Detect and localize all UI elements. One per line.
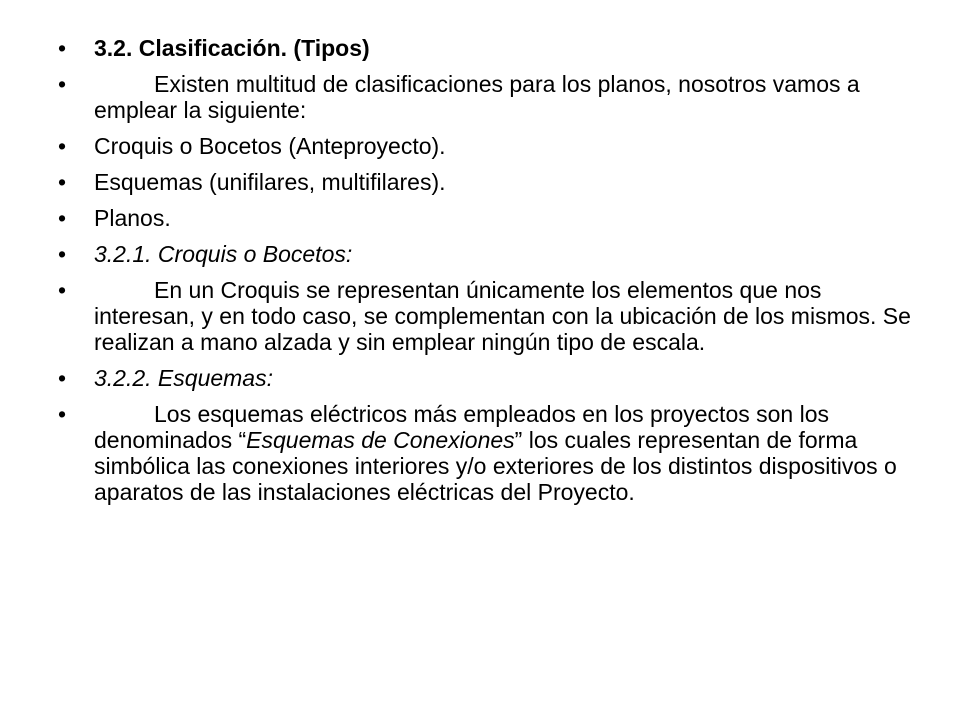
list-item bbox=[58, 71, 918, 123]
esquemas-description-start: Los esquemas eléctricos más empleados en los proyectos son los denominados “ bbox=[94, 401, 830, 453]
list-item bbox=[58, 133, 918, 159]
bullet-icon: • bbox=[58, 241, 67, 267]
bullet-icon: • bbox=[58, 365, 67, 391]
bullet-icon: • bbox=[58, 205, 67, 231]
list-item bbox=[58, 401, 918, 505]
list-item bbox=[58, 365, 918, 391]
list-item bbox=[58, 35, 918, 61]
croquis-description: En un Croquis se representan únicamente los elementos que nos interesan, y en todo caso, se complementan con la ubicación de los mismos. Se realizan a mano alzada y sin emplear ningún tipo de escala. bbox=[94, 277, 911, 355]
esquemas-description-end: ” los cuales representan de forma simbólica las conexiones interiores y/o exteriores de los distintos dispositivos o aparatos de las instalaciones eléctricas del Proyecto. bbox=[94, 427, 897, 505]
section-heading: 3.2. Clasificación. (Tipos) bbox=[94, 35, 370, 61]
planos-item: Planos. bbox=[94, 205, 171, 231]
bullet-icon: • bbox=[58, 35, 67, 61]
list-item bbox=[58, 241, 918, 267]
bullet-icon: • bbox=[58, 401, 67, 427]
bullet-icon: • bbox=[58, 133, 67, 159]
list-item bbox=[58, 169, 918, 195]
subsection-title-esquemas: 3.2.2. Esquemas: bbox=[94, 365, 273, 391]
bullet-icon: • bbox=[58, 71, 67, 97]
bullet-icon: • bbox=[58, 169, 67, 195]
esquemas-item: Esquemas (unifilares, multifilares). bbox=[94, 169, 446, 195]
croquis-item: Croquis o Bocetos (Anteproyecto). bbox=[94, 133, 446, 159]
subsection-title-croquis: 3.2.1. Croquis o Bocetos: bbox=[94, 241, 353, 267]
bullet-icon: • bbox=[58, 277, 67, 303]
list-item bbox=[58, 277, 918, 355]
intro-text: Existen multitud de clasificaciones para los planos, nosotros vamos a emplear la siguiente: bbox=[94, 71, 860, 123]
bullet-list bbox=[58, 35, 918, 515]
list-item bbox=[58, 205, 918, 231]
esquemas-description-emphasis: Esquemas de Conexiones bbox=[246, 427, 515, 453]
